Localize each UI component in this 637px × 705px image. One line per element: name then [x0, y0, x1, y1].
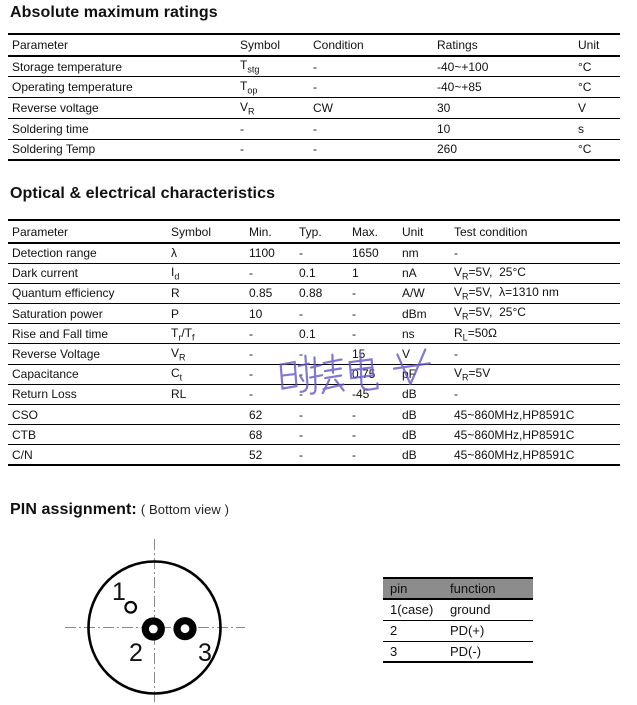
table-header-row — [383, 578, 533, 599]
table-cell: -40~+85 — [437, 80, 482, 95]
table-row — [383, 641, 533, 662]
table-cell: Capacitance — [12, 367, 79, 382]
table-cell: Storage temperature — [12, 59, 123, 74]
table-cell: °C — [578, 142, 592, 157]
table-cell: Quantum efficiency — [12, 286, 115, 301]
column-header: Ratings — [437, 38, 478, 52]
table-cell: - — [313, 80, 317, 95]
table-cell: dB — [402, 447, 417, 462]
table-cell: PD(+) — [450, 623, 485, 638]
table-cell: 0.75 — [352, 367, 376, 382]
pin-function-table — [383, 577, 533, 663]
table-cell: Soldering Temp — [12, 142, 96, 157]
table-row — [8, 425, 620, 445]
table-cell: - — [299, 367, 303, 382]
table-row — [8, 139, 620, 160]
table-cell: Return Loss — [12, 387, 77, 402]
absolute-maximum-ratings-table — [8, 33, 620, 161]
table-cell: 1 — [352, 266, 359, 281]
table-cell: - — [249, 367, 253, 382]
table-row — [8, 405, 620, 425]
table-cell: dB — [402, 427, 417, 442]
table-cell: 45~860MHz,HP8591C — [454, 447, 575, 462]
table-cell: Rise and Fall time — [12, 326, 109, 341]
table-cell: - — [299, 447, 303, 462]
table-cell: CTB — [12, 427, 36, 442]
table-cell: ns — [402, 326, 415, 341]
table-cell: - — [454, 387, 458, 402]
column-header: Parameter — [12, 224, 69, 239]
table-cell — [171, 425, 249, 445]
table-cell: 15 — [352, 347, 366, 362]
table-cell: 1100 — [249, 246, 275, 261]
table-cell: - — [299, 246, 303, 261]
table-cell: -40~+100 — [437, 59, 489, 74]
table-cell: V — [402, 347, 411, 362]
table-row — [8, 445, 620, 465]
table-cell: - — [240, 142, 244, 157]
section-title-optical-electrical-characteristics: Optical & electrical characteristics — [10, 185, 276, 202]
table-row — [383, 620, 533, 641]
table-cell: - — [249, 347, 253, 362]
table-cell: V — [578, 100, 587, 115]
column-header: Parameter — [12, 38, 69, 52]
table-row — [8, 263, 620, 283]
table-cell: nm — [402, 246, 419, 261]
table-cell: - — [299, 306, 303, 321]
pin1-label: 1 — [112, 578, 126, 606]
table-row — [8, 344, 620, 364]
table-cell: $V_R$ — [171, 345, 186, 363]
table-cell: $V_R=5V$ — [454, 366, 491, 383]
table-cell: °C — [578, 59, 592, 74]
table-cell: Detection range — [12, 246, 97, 261]
table-cell: C/N — [12, 447, 33, 462]
table-cell: 0.1 — [299, 326, 316, 341]
table-cell: $T_{stg}$ — [240, 58, 260, 75]
table-cell: - — [299, 407, 303, 422]
table-cell: $R_L=50\Omega$ — [454, 325, 498, 343]
table-cell: $V_R=5V$, 25°C — [454, 305, 526, 322]
table-cell: 30 — [437, 100, 451, 115]
table-cell: - — [454, 347, 458, 362]
table-cell: s — [578, 121, 584, 136]
table-cell: CSO — [12, 407, 39, 422]
table-cell — [171, 405, 249, 425]
table-cell: 62 — [249, 407, 263, 422]
table-cell: R — [171, 286, 180, 301]
section-title-absolute-maximum-ratings: Absolute maximum ratings — [10, 4, 218, 21]
table-cell: Reverse Voltage — [12, 347, 101, 362]
table-cell: $V_R$ — [240, 99, 255, 117]
table-row — [8, 283, 620, 303]
column-header: Max. — [352, 224, 379, 239]
pin3-label: 3 — [198, 639, 212, 667]
table-cell: 0.85 — [249, 286, 273, 301]
table-cell: nA — [402, 266, 417, 281]
table-cell: 1(case) — [390, 602, 434, 618]
table-cell: $T_r/T_f$ — [171, 325, 195, 343]
column-header: Min. — [249, 224, 272, 239]
column-header: Typ. — [299, 224, 322, 239]
table-cell: - — [299, 347, 303, 362]
table-row — [8, 77, 620, 98]
column-header: Condition — [313, 38, 364, 52]
table-cell: - — [240, 121, 244, 136]
pin1-locator-hole — [125, 602, 136, 613]
table-cell: 52 — [249, 447, 263, 462]
column-header: Symbol — [171, 224, 212, 239]
table-cell: - — [249, 387, 253, 402]
table-cell: Soldering time — [12, 121, 89, 136]
section-title-pin-assignment — [10, 501, 229, 519]
table-cell: - — [313, 142, 317, 157]
table-cell: 10 — [249, 306, 263, 321]
table-cell: CW — [313, 100, 333, 115]
table-cell: ground — [450, 602, 491, 618]
pin2-label: 2 — [129, 639, 143, 667]
table-cell: $I_d$ — [171, 265, 180, 282]
pin3-pad-hole — [181, 624, 190, 633]
table-row — [8, 324, 620, 344]
table-header-row — [8, 34, 620, 56]
table-row — [8, 56, 620, 77]
table-cell: - — [352, 286, 356, 301]
table-row — [383, 599, 533, 620]
table-cell: 3 — [390, 643, 398, 659]
column-header: Unit — [402, 224, 424, 239]
table-row — [8, 384, 620, 404]
table-cell: 68 — [249, 427, 263, 442]
table-cell: P — [171, 306, 180, 321]
table-cell: Saturation power — [12, 306, 103, 321]
table-cell: 2 — [390, 623, 398, 638]
pin2-pad-hole — [149, 625, 158, 634]
table-cell: $T_{op}$ — [240, 79, 258, 96]
column-header: pin — [390, 581, 408, 596]
table-cell: A/W — [402, 286, 425, 301]
table-header-row — [8, 220, 620, 243]
table-cell: - — [313, 59, 317, 74]
table-cell: Operating temperature — [12, 80, 133, 95]
optical-electrical-characteristics-table — [8, 219, 620, 466]
table-cell: Reverse voltage — [12, 100, 99, 115]
table-row — [8, 118, 620, 139]
table-row — [8, 304, 620, 324]
pin-assignment-title: PIN assignment: — [10, 501, 137, 518]
column-header: function — [450, 581, 496, 596]
table-cell: - — [249, 326, 253, 341]
table-cell: - — [352, 427, 356, 442]
table-cell: dB — [402, 387, 417, 402]
table-cell: PD(-) — [450, 643, 482, 659]
table-cell: 45~860MHz,HP8591C — [454, 407, 575, 422]
table-cell: 1650 — [352, 246, 379, 261]
table-row — [8, 98, 620, 119]
table-row — [8, 364, 620, 384]
table-cell: - — [352, 407, 356, 422]
table-cell: 260 — [437, 142, 458, 157]
table-cell: $C_t$ — [171, 366, 183, 383]
table-cell: °C — [578, 80, 592, 95]
table-cell: λ — [171, 246, 177, 261]
table-cell: RL — [171, 387, 187, 402]
table-cell: - — [352, 306, 356, 321]
table-cell — [171, 445, 249, 465]
bottom-view-note: ( Bottom view ) — [140, 502, 230, 517]
table-cell: pF — [402, 367, 417, 382]
table-cell: 0.88 — [299, 286, 323, 301]
table-cell: - — [454, 246, 458, 261]
table-cell: - — [352, 447, 356, 462]
table-cell: dB — [402, 407, 417, 422]
table-cell: dBm — [402, 306, 427, 321]
table-cell: $V_R=5V$, λ=1310 nm — [454, 285, 559, 302]
table-cell: - — [299, 387, 303, 402]
table-cell: 10 — [437, 121, 451, 136]
table-cell: $V_R=5V$, 25°C — [454, 265, 526, 282]
table-cell: - — [249, 266, 253, 281]
table-row — [8, 243, 620, 263]
table-cell: - — [352, 326, 356, 341]
table-cell: - — [313, 121, 317, 136]
table-cell: Dark current — [12, 266, 79, 281]
column-header: Test condition — [454, 224, 528, 239]
column-header: Unit — [578, 38, 600, 52]
table-cell: -45 — [352, 387, 370, 402]
column-header: Symbol — [240, 38, 281, 52]
pin-diagram — [58, 533, 253, 705]
table-cell: - — [299, 427, 303, 442]
table-cell: 0.1 — [299, 266, 316, 281]
table-cell: 45~860MHz,HP8591C — [454, 427, 575, 442]
